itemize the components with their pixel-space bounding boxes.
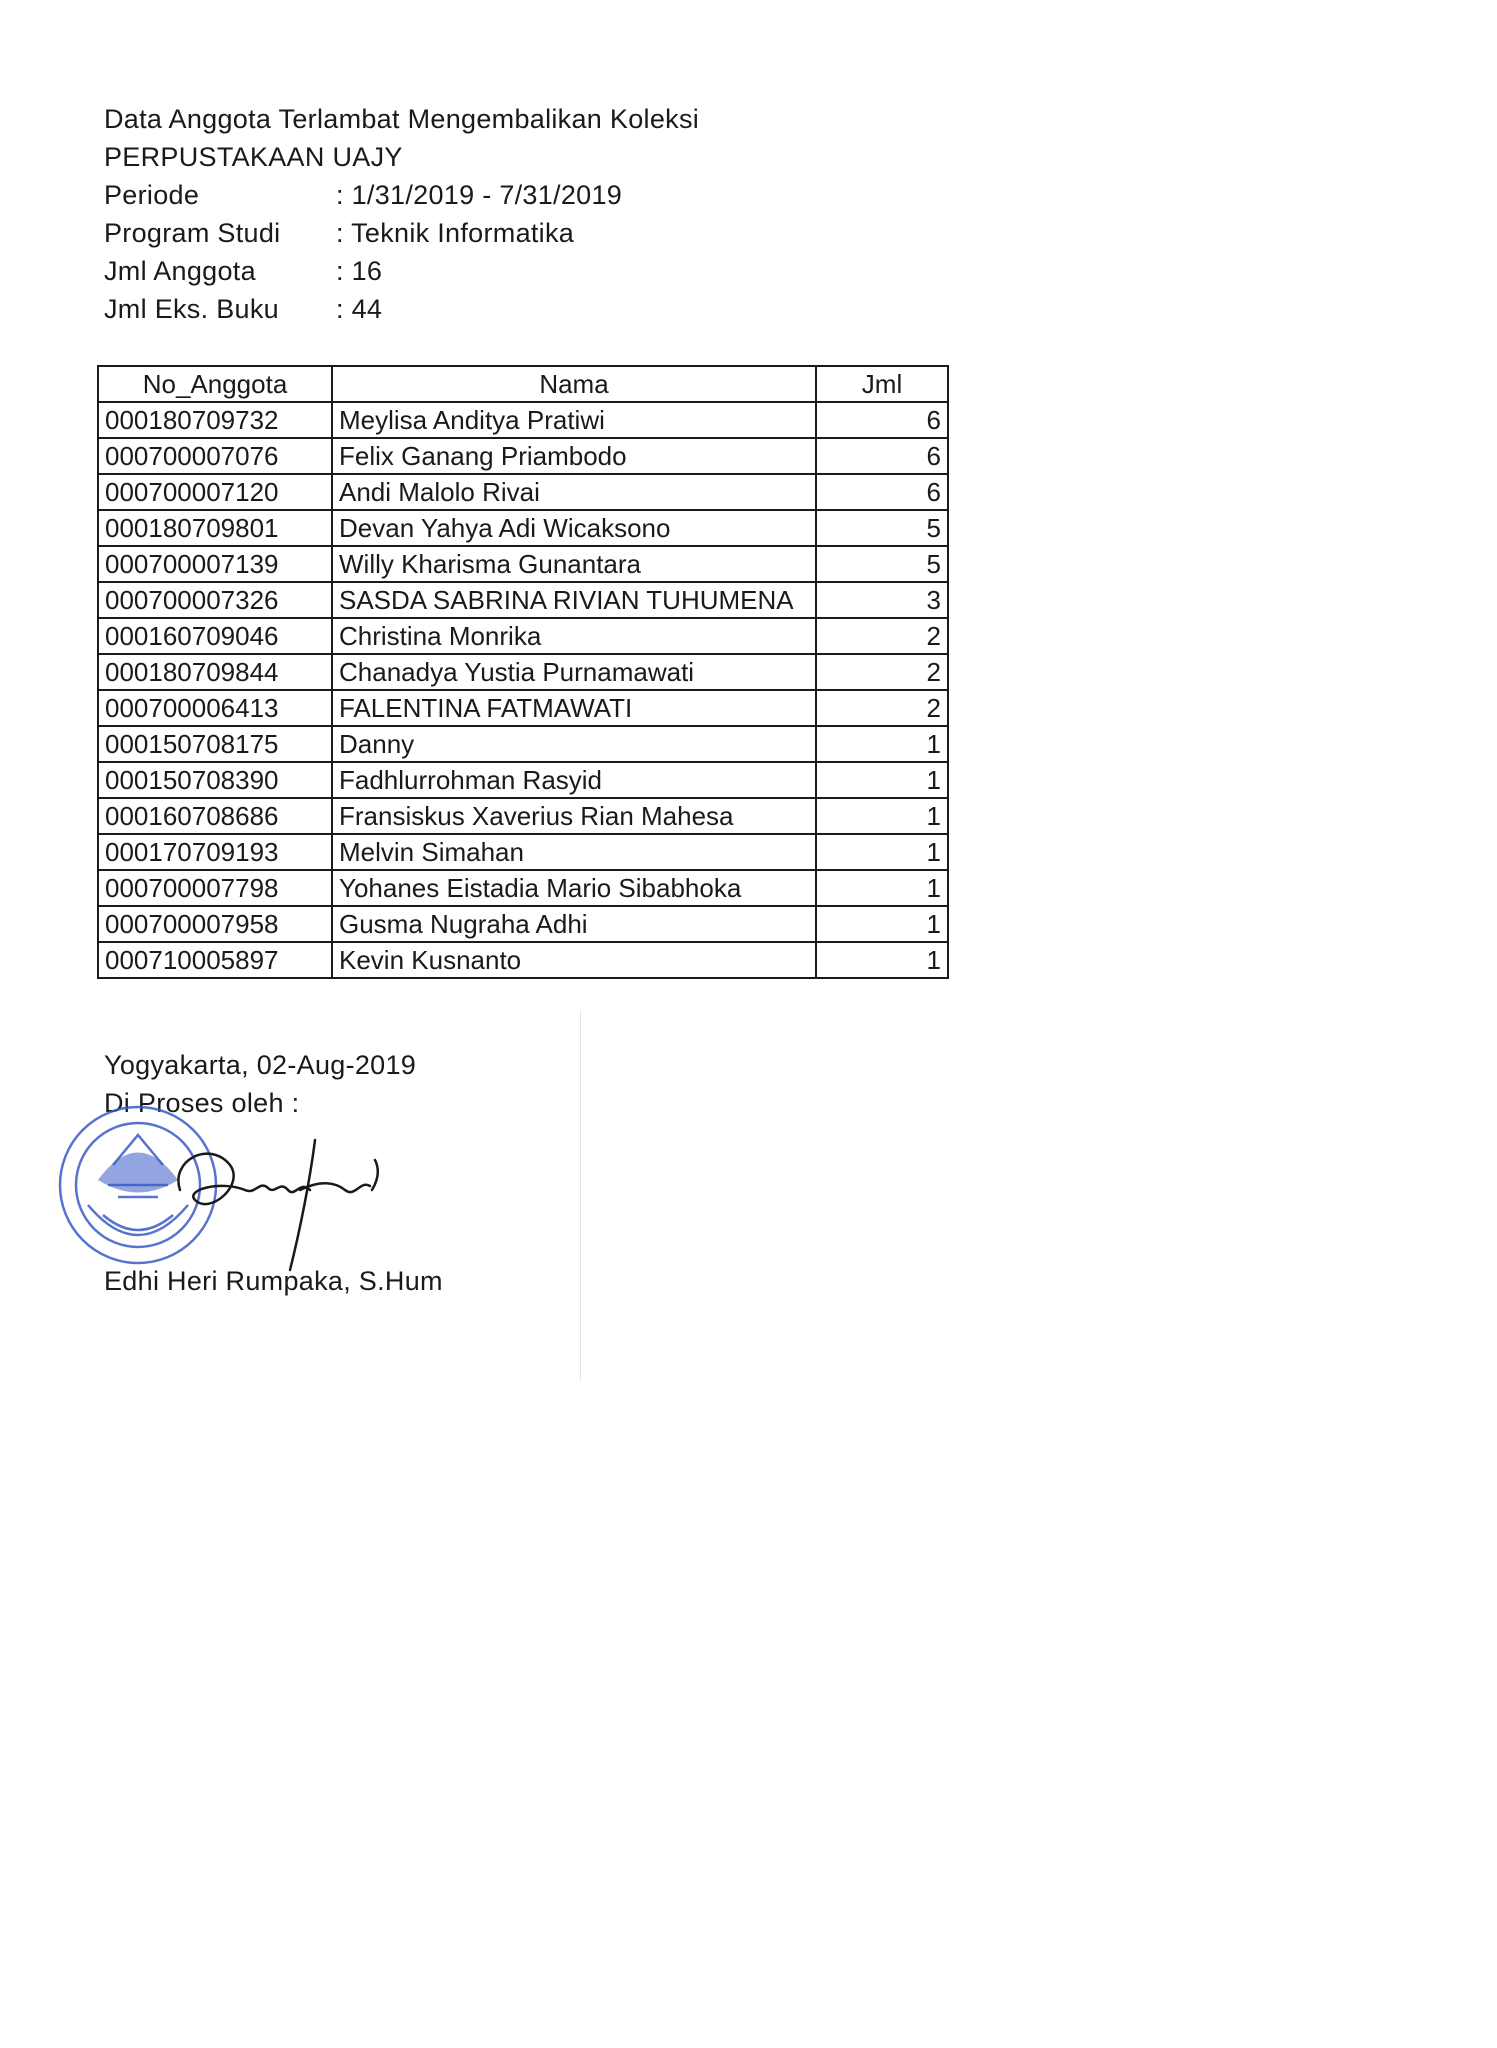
cell-nama: Meylisa Anditya Pratiwi (332, 402, 816, 438)
info-label: Jml Anggota (104, 256, 256, 286)
scan-artifact-line (580, 1010, 581, 1380)
table-row (98, 546, 948, 582)
cell-jml: 2 (816, 654, 948, 690)
cell-nama: Fransiskus Xaverius Rian Mahesa (332, 798, 816, 834)
cell-nama: FALENTINA FATMAWATI (332, 690, 816, 726)
cell-nama: Gusma Nugraha Adhi (332, 906, 816, 942)
processed-by-label: Di Proses oleh : (104, 1088, 300, 1118)
cell-jml: 6 (816, 474, 948, 510)
cell-nama: Christina Monrika (332, 618, 816, 654)
info-program-studi (104, 214, 574, 252)
table-row (98, 618, 948, 654)
cell-no-anggota: 000180709732 (98, 402, 332, 438)
info-label: Jml Eks. Buku (104, 294, 279, 324)
cell-jml: 1 (816, 726, 948, 762)
column-header-nama: Nama (332, 366, 816, 402)
cell-no-anggota: 000150708175 (98, 726, 332, 762)
cell-no-anggota: 000160709046 (98, 618, 332, 654)
member-table (97, 365, 949, 979)
cell-jml: 1 (816, 870, 948, 906)
info-label: Program Studi (104, 218, 281, 248)
cell-nama: SASDA SABRINA RIVIAN TUHUMENA (332, 582, 816, 618)
info-value: : 1/31/2019 - 7/31/2019 (336, 180, 623, 210)
info-value: : 44 (336, 294, 383, 324)
table-row (98, 690, 948, 726)
table-row (98, 870, 948, 906)
cell-no-anggota: 000170709193 (98, 834, 332, 870)
cell-no-anggota: 000150708390 (98, 762, 332, 798)
table-row (98, 510, 948, 546)
cell-no-anggota: 000700007326 (98, 582, 332, 618)
table-row (98, 474, 948, 510)
table-row (98, 654, 948, 690)
cell-no-anggota: 000700007139 (98, 546, 332, 582)
table-row (98, 906, 948, 942)
cell-nama: Fadhlurrohman Rasyid (332, 762, 816, 798)
cell-jml: 3 (816, 582, 948, 618)
table-row (98, 798, 948, 834)
cell-jml: 1 (816, 834, 948, 870)
info-label: Periode (104, 180, 200, 210)
cell-jml: 1 (816, 798, 948, 834)
info-periode (104, 176, 622, 214)
place-date: Yogyakarta, 02-Aug-2019 (104, 1050, 417, 1080)
cell-jml: 1 (816, 942, 948, 978)
cell-jml: 2 (816, 618, 948, 654)
cell-no-anggota: 000180709844 (98, 654, 332, 690)
cell-nama: Kevin Kusnanto (332, 942, 816, 978)
cell-no-anggota: 000700007958 (98, 906, 332, 942)
cell-jml: 2 (816, 690, 948, 726)
table-row (98, 942, 948, 978)
cell-jml: 1 (816, 906, 948, 942)
info-jml-anggota (104, 252, 382, 290)
cell-nama: Felix Ganang Priambodo (332, 438, 816, 474)
cell-nama: Devan Yahya Adi Wicaksono (332, 510, 816, 546)
cell-jml: 1 (816, 762, 948, 798)
cell-jml: 5 (816, 510, 948, 546)
cell-no-anggota: 000710005897 (98, 942, 332, 978)
cell-nama: Yohanes Eistadia Mario Sibabhoka (332, 870, 816, 906)
table-row (98, 438, 948, 474)
cell-no-anggota: 000180709801 (98, 510, 332, 546)
table-row (98, 762, 948, 798)
table-row (98, 582, 948, 618)
cell-jml: 6 (816, 438, 948, 474)
institution-name: PERPUSTAKAAN UAJY (104, 142, 403, 172)
table-row (98, 402, 948, 438)
cell-nama: Chanadya Yustia Purnamawati (332, 654, 816, 690)
column-header-jml: Jml (816, 366, 948, 402)
signer-name: Edhi Heri Rumpaka, S.Hum (104, 1266, 443, 1296)
cell-nama: Andi Malolo Rivai (332, 474, 816, 510)
cell-jml: 5 (816, 546, 948, 582)
cell-no-anggota: 000700007798 (98, 870, 332, 906)
cell-nama: Melvin Simahan (332, 834, 816, 870)
table-header-row (98, 366, 948, 402)
cell-no-anggota: 000700007120 (98, 474, 332, 510)
cell-jml: 6 (816, 402, 948, 438)
document-title: Data Anggota Terlambat Mengembalikan Koleksi (104, 104, 700, 134)
table-row (98, 726, 948, 762)
cell-no-anggota: 000160708686 (98, 798, 332, 834)
cell-no-anggota: 000700006413 (98, 690, 332, 726)
signature-icon (150, 1120, 400, 1280)
table-row (98, 834, 948, 870)
column-header-no-anggota: No_Anggota (98, 366, 332, 402)
cell-no-anggota: 000700007076 (98, 438, 332, 474)
cell-nama: Danny (332, 726, 816, 762)
info-value: : 16 (336, 256, 383, 286)
info-jml-eks-buku (104, 290, 382, 328)
cell-nama: Willy Kharisma Gunantara (332, 546, 816, 582)
info-value: : Teknik Informatika (336, 218, 575, 248)
